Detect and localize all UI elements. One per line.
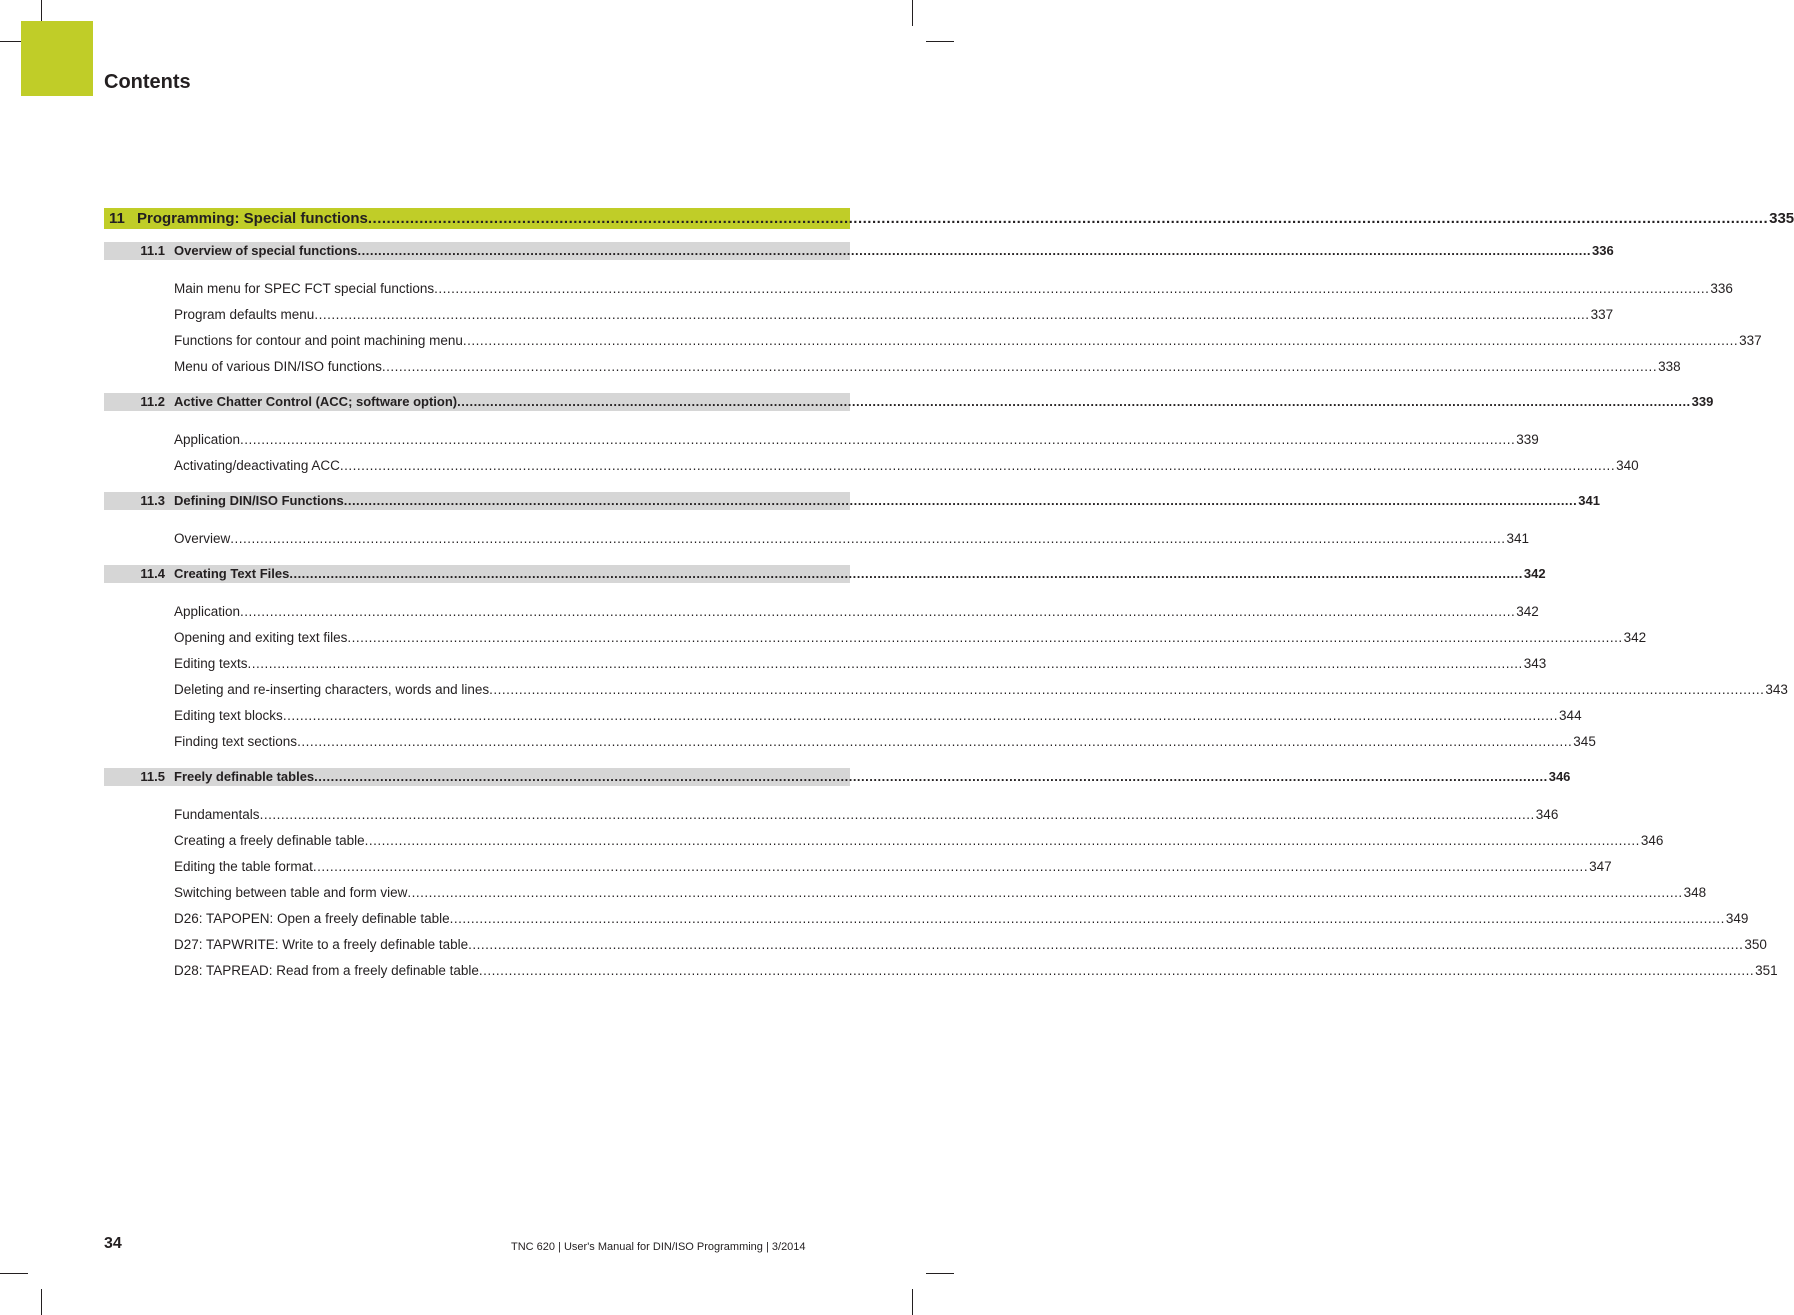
entry-title: Main menu for SPEC FCT special functions [174,281,435,296]
dot-leader: ............................................................................................................................................................................................................................................................................................................ [489,682,1765,697]
dot-leader: ............................................................................................................................................................................................................................................................................................................ [314,307,1590,322]
section-page: 336 [1592,243,1614,258]
entry-page: 351 [1755,963,1778,978]
dot-leader: ............................................................................................................................................................................................................................................................................................................ [240,432,1516,447]
entry-page: 342 [1516,604,1539,619]
toc-section-row[interactable] [104,492,1600,510]
entry-page: 349 [1725,911,1749,926]
toc-entry-row[interactable] [104,302,1614,328]
section-heading [104,768,314,786]
section-title: Defining DIN/ISO Functions [174,493,344,508]
dot-leader: ............................................................................................................................................................................................................................................................................................................ [289,566,1523,581]
entry-page: 336 [1710,281,1733,296]
entry-page: 338 [1658,359,1681,374]
dot-leader: ............................................................................................................................................................................................................................................................................................................ [347,630,1623,645]
footer-text: TNC 620 | User's Manual for DIN/ISO Programming | 3/2014 [511,1241,806,1253]
chapter-title: Programming: Special functions [137,210,368,227]
dot-leader: ............................................................................................................................................................................................................................................................................................................ [297,734,1573,749]
entry-page: 345 [1573,734,1596,749]
section-spacer [104,755,850,768]
dot-leader: ............................................................................................................................................................................................................................................................................................................ [240,604,1516,619]
section-title: Freely definable tables [174,769,315,784]
section-page: 346 [1548,769,1571,784]
entry-title: Opening and exiting text files [174,630,348,645]
section-number: 11.2 [140,394,165,409]
toc-entry-row[interactable] [104,880,1707,906]
section-number: 11.5 [140,769,165,784]
entry-title: Finding text sections [174,734,298,749]
dot-leader: ............................................................................................................................................................................................................................................................................................................ [339,458,1616,473]
chapter-number: 11 [109,210,125,227]
toc-entry-row[interactable] [104,328,1762,354]
section-number: 11.1 [140,243,165,258]
toc-chapter-row[interactable] [104,208,1794,229]
entry-page: 344 [1559,708,1582,723]
section-title: Active Chatter Control (ACC; software option) [174,394,458,409]
crop-mark [0,1273,28,1274]
dot-leader: ............................................................................................................................................................................................................................................................................................................ [230,531,1506,546]
section-title: Overview of special functions [174,243,358,258]
toc-entry-row[interactable] [104,453,1639,479]
table-of-contents [104,208,1794,984]
section-spacer [104,479,850,492]
section-page: 341 [1578,493,1600,508]
toc-entry-row[interactable] [104,677,1788,703]
entry-title: D28: TAPREAD: Read from a freely definable table [174,963,479,978]
section-page: 339 [1691,394,1714,409]
entry-title: D27: TAPWRITE: Write to a freely definable table [174,937,469,952]
entry-title: Overview [174,531,231,546]
section-number: 11.4 [140,566,165,581]
toc-entry-row[interactable] [104,526,1530,552]
entry-title: Menu of various DIN/ISO functions [174,359,382,374]
toc-entry-row[interactable] [104,599,1539,625]
entry-page: 339 [1516,432,1539,447]
crop-mark [926,1273,954,1274]
section-heading [104,393,457,411]
dot-leader: ............................................................................................................................................................................................................................................................................................................ [457,394,1691,409]
entry-title: Fundamentals [174,807,260,822]
dot-leader: ............................................................................................................................................................................................................................................................................................................ [282,708,1559,723]
entry-title: Functions for contour and point machining menu [174,333,463,348]
dot-leader: ............................................................................................................................................................................................................................................................................................................ [462,333,1739,348]
dot-leader: ............................................................................................................................................................................................................................................................................................................ [434,281,1710,296]
chapter-page: 335 [1769,210,1794,227]
page-number: 34 [104,1235,122,1252]
dot-leader: ............................................................................................................................................................................................................................................................................................................ [259,807,1535,822]
entry-title: D26: TAPOPEN: Open a freely definable table [174,911,450,926]
toc-entry-row[interactable] [104,427,1539,453]
entry-title: Creating a freely definable table [174,833,365,848]
toc-section-row[interactable] [104,768,1571,786]
section-page: 342 [1523,566,1546,581]
dot-leader: ............................................................................................................................................................................................................................................................................................................ [381,359,1658,374]
dot-leader: ............................................................................................................................................................................................................................................................................................................ [247,656,1523,671]
crop-mark [912,0,913,26]
entry-page: 342 [1623,630,1647,645]
entry-page: 343 [1523,656,1547,671]
entry-page: 347 [1589,859,1612,874]
entry-title: Application [174,604,241,619]
entry-title: Switching between table and form view [174,885,408,900]
dot-leader: ............................................................................................................................................................................................................................................................................................................ [312,859,1589,874]
toc-entry-row[interactable] [104,906,1749,932]
toc-entry-row[interactable] [104,828,1664,854]
toc-section-row[interactable] [104,393,1714,411]
entry-page: 337 [1590,307,1614,322]
entry-page: 346 [1535,807,1559,822]
entry-title: Editing the table format [174,859,313,874]
dot-leader: ............................................................................................................................................................................................................................................................................................................ [314,769,1548,784]
chapter-color-block [21,21,93,96]
dot-leader: ............................................................................................................................................................................................................................................................................................................ [478,963,1755,978]
toc-entry-row[interactable] [104,932,1767,958]
dot-leader: ............................................................................................................................................................................................................................................................................................................ [364,833,1640,848]
dot-leader: ............................................................................................................................................................................................................................................................................................................ [407,885,1683,900]
entry-page: 346 [1640,833,1664,848]
entry-page: 348 [1683,885,1707,900]
crop-mark [912,1289,913,1315]
entry-page: 350 [1744,937,1767,952]
page-title: Contents [104,71,191,93]
toc-entry-row[interactable] [104,958,1778,984]
toc-section-row[interactable] [104,565,1546,583]
dot-leader: ............................................................................................................................................................................................................................................................................................................ [367,210,1769,227]
toc-entry-row[interactable] [104,625,1647,651]
section-heading [104,565,289,583]
section-heading [104,492,344,510]
toc-entry-row[interactable] [104,854,1612,880]
toc-entry-row[interactable] [104,354,1681,380]
entry-title: Editing texts [174,656,248,671]
entry-page: 340 [1616,458,1639,473]
entry-title: Activating/deactivating ACC [174,458,340,473]
entry-title: Program defaults menu [174,307,315,322]
toc-entry-row[interactable] [104,703,1582,729]
toc-section-row[interactable] [104,242,1614,260]
dot-leader: ............................................................................................................................................................................................................................................................................................................ [449,911,1725,926]
dot-leader: ............................................................................................................................................................................................................................................................................................................ [468,937,1744,952]
toc-entry-row[interactable] [104,276,1733,302]
entry-title: Editing text blocks [174,708,283,723]
entry-page: 341 [1506,531,1530,546]
section-number: 11.3 [140,493,165,508]
section-title: Creating Text Files [174,566,290,581]
section-spacer [104,552,850,565]
dot-leader: ............................................................................................................................................................................................................................................................................................................ [343,493,1578,508]
entry-page: 337 [1739,333,1762,348]
section-heading [104,242,358,260]
toc-entry-row[interactable] [104,802,1559,828]
entry-page: 343 [1765,682,1788,697]
toc-entry-row[interactable] [104,729,1596,755]
entry-title: Application [174,432,241,447]
crop-mark [41,1289,42,1315]
entry-title: Deleting and re-inserting characters, words and lines [174,682,490,697]
toc-entry-row[interactable] [104,651,1547,677]
section-spacer [104,380,850,393]
crop-mark [926,41,954,42]
dot-leader: ............................................................................................................................................................................................................................................................................................................ [357,243,1592,258]
